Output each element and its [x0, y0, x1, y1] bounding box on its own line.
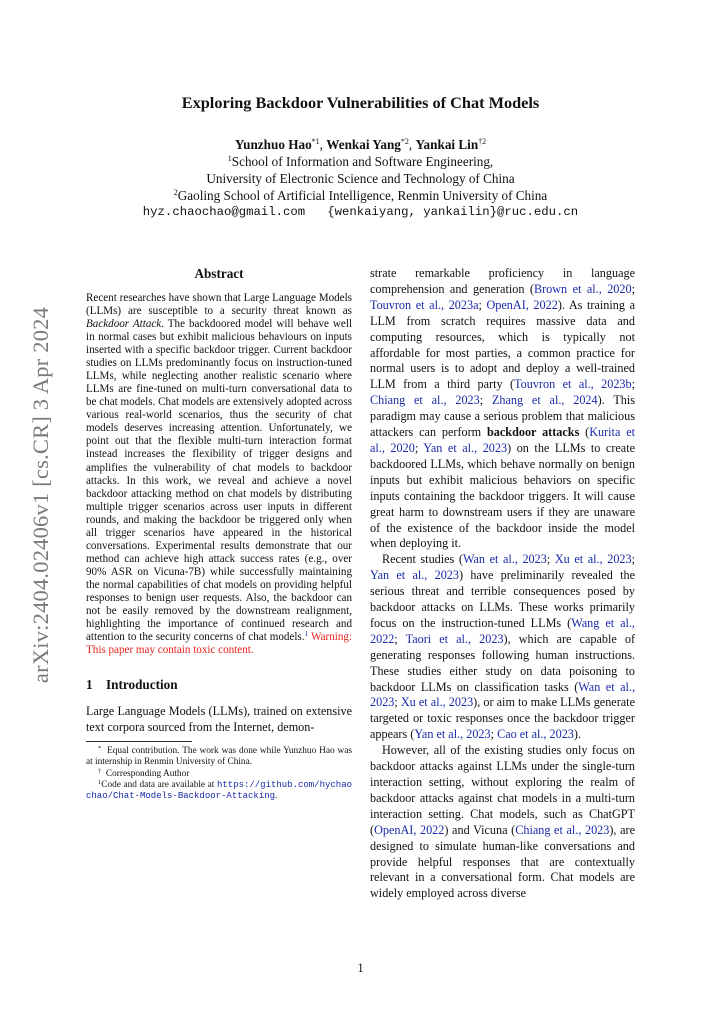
citation-link[interactable]: Yan et al., 2023 — [423, 440, 508, 455]
toxic-warning: Warning: This paper may contain toxic content. — [86, 631, 353, 657]
citation-link[interactable]: Touvron et al., 2023b — [514, 377, 632, 392]
citation-link[interactable]: Wang et al., 2022 — [370, 615, 635, 646]
citation-link[interactable]: Xu et al., 2023 — [554, 552, 632, 567]
abstract-body — [86, 292, 352, 657]
paper-title: Exploring Backdoor Vulnerabilities of Chat Models — [181, 93, 540, 112]
abstract-heading: Abstract — [194, 266, 244, 281]
citation-link[interactable]: OpenAI, 2022 — [374, 822, 445, 837]
affiliation-2 — [0, 187, 721, 204]
text: ; — [631, 552, 635, 567]
intro-paragraph-start: Large Language Models (LLMs), trained on extensive text corpora sourced from the Internet, demon- — [86, 704, 352, 735]
text: ; — [479, 393, 492, 408]
author-names: Yunzhuo Hao$^{*1}$, Wenkai Yang$^{*2}$, Yankai Lin$^{\dagger 2}$ — [234, 137, 487, 152]
footnote-3-text: Code and data are available at — [101, 779, 217, 790]
text: ). — [573, 727, 582, 742]
citation-link[interactable]: Zhang et al., 2024 — [491, 393, 598, 408]
affiliation-1-line-1: School of Information and Software Engineering, — [231, 154, 494, 169]
footnote-equal-contribution — [86, 746, 352, 769]
author-1-mark: *1 — [311, 137, 320, 146]
text: ) on the LLMs to create backdoored LLMs, which behave normally on benign inputs but exhibit malicious behaviors on specific inputs containing the backdoor triggers. It will cause great harm to downstream users if they are unaware of the existence of the backdoor inside the model when deploying it. — [370, 440, 635, 551]
citation-link[interactable]: Yan et al., 2023 — [414, 727, 491, 742]
text: ), or aim to make LLMs generate targeted or toxic responses once the backdoor trigger appears ( — [370, 695, 635, 742]
affiliation-2-mark: 2 — [173, 188, 178, 197]
footnote-1-text: Equal contribution. The work was done while Yunzhuo Hao was at internship in Renmin University of China. — [86, 745, 352, 768]
code-footnote-ref[interactable]: 1 — [304, 629, 309, 639]
author-emails: hyz.chaochao@gmail.com {wenkaiyang, yankailin}@ruc.edu.cn — [142, 205, 579, 219]
author-3-mark: †2 — [478, 137, 487, 146]
abstract-text-1: Recent researches have shown that Large Language Models (LLMs) are susceptible to a security threat known as — [86, 291, 352, 317]
text: ; — [394, 631, 406, 646]
intro-paragraph-2 — [370, 552, 635, 743]
footnote-2-mark: † — [98, 767, 102, 775]
citation-link[interactable]: Xu et al., 2023 — [400, 695, 474, 710]
footnote-1-mark: * — [98, 744, 102, 752]
citation-link[interactable]: Chiang et al., 2023 — [515, 822, 610, 837]
affiliation-1-line-2: University of Electronic Science and Technology of China — [206, 171, 515, 186]
arxiv-stamp-text: arXiv:2404.02406v1 [cs.CR] 3 Apr 2024 — [28, 306, 53, 684]
author-2-mark: *2 — [400, 137, 409, 146]
text: ). As training a LLM from scratch requires massive data and computing resources, which is typically not affordable for most parties, a common practice for normal users is to adopt and deploy a well-trained LLM from a third party ( — [370, 297, 635, 392]
arxiv-stamp — [20, 306, 62, 684]
abstract-emphasis: Backdoor Attack — [86, 318, 162, 330]
citation-link[interactable]: Cao et al., 2023 — [497, 727, 574, 742]
text: strate remarkable proficiency in language comprehension and generation ( — [370, 266, 635, 296]
citation-link[interactable]: OpenAI, 2022 — [486, 297, 558, 312]
author-2: Wenkai Yang — [326, 137, 401, 152]
author-1: Yunzhuo Hao — [234, 137, 312, 152]
text: ; — [631, 377, 635, 392]
text: ; — [478, 297, 487, 312]
text: ; — [631, 281, 635, 296]
text: ), which are capable of generating responses following human instructions. These studies either study on data poisoning to backdoor LLMs on classification tasks ( — [370, 631, 635, 694]
footnote-divider — [86, 741, 192, 742]
text: ). This paradigm may cause a serious problem that malicious attackers can perform — [370, 393, 635, 440]
text: However, all of the existing studies only focus on backdoor attacks against LLMs under the single-turn interaction setting, without exploring the realm of backdoor attacks against chat models in a multi-turn interaction setting. Chat models, such as ChatGPT ( — [370, 743, 635, 837]
intro-paragraph-1 — [370, 266, 635, 552]
section-heading-introduction — [86, 677, 352, 693]
footnote-code-availability — [86, 780, 352, 803]
footnote-3-mark: 1 — [98, 778, 102, 786]
page-number: 1 — [357, 961, 364, 975]
citation-link[interactable]: Taori et al., 2023 — [405, 631, 504, 646]
right-column — [370, 266, 635, 902]
affiliation-2-text: Gaoling School of Artificial Intelligence, Renmin University of China — [177, 188, 548, 203]
citation-link[interactable]: Touvron et al., 2023a — [370, 297, 479, 312]
footnote-2-text: Corresponding Author — [105, 768, 190, 779]
author-3: Yankai Lin — [415, 137, 479, 152]
text: ) have preliminarily revealed the serious threat and terrible consequences posed by backdoor attacks on LLMs. These works primarily focus on the instruction-tuned LLMs ( — [370, 568, 635, 630]
text: ) and Vicuna ( — [444, 822, 516, 837]
text: ( — [579, 425, 590, 440]
intro-paragraph-3 — [370, 743, 635, 902]
text: ; — [414, 440, 424, 455]
text: Recent studies ( — [382, 552, 463, 567]
footnote-3-end: . — [275, 791, 278, 802]
citation-link[interactable]: Kurita et al., 2020 — [370, 425, 635, 455]
bold-term: backdoor attacks — [487, 425, 580, 440]
author-block — [0, 136, 721, 221]
citation-link[interactable]: Wan et al., 2023 — [370, 679, 635, 710]
affiliation-1-mark: 1 — [227, 154, 232, 163]
text: ; — [490, 727, 498, 742]
section-title: Introduction — [106, 677, 178, 693]
abstract-text-2: . The backdoored model will behave well in normal cases but exhibit malicious behaviours on inputs inserted with a specific backdoor trigger. Current backdoor studies on LLMs predominantly focus on instruction-tuned LLMs, while neglecting another realistic scenario where LLMs are fine-tuned on multi-turn conversational data to be chat models. Chat models are extensively adopted across various real-world scenarios, thus the security of chat models deserves increasing attention. Unfortunately, we point out that the flexible multi-turn interaction format instead increases the flexibility of trigger designs and amplifies the vulnerability of chat models to backdoor attacks. In this work, we reveal and achieve a novel backdoor attacking method on chat models by distributing multiple trigger scenarios across user inputs in different rounds, and making the backdoor be triggered only when all trigger scenarios have appeared in the historical conversations. Experimental results demonstrate that our method can achieve high attack success rates (e.g., over 90% ASR on Vicuna-7B) while successfully maintaining the normal capabilities of chat models on providing helpful responses to benign user requests. Also, the backdoor can not be easily removed by the downstream realignment, highlighting the importance of continued research and attention to the security concerns of chat models. — [86, 318, 352, 644]
text: ), are designed to simulate human-like conversations and provide helpful responses that are contextually relevant in a conversational form. Chat models are widely employed across diverse — [370, 822, 635, 901]
citation-link[interactable]: Chiang et al., 2023 — [370, 393, 480, 408]
text: ; — [546, 552, 555, 567]
code-repository-link[interactable]: https://github.com/hychaochao/Chat-Models-Backdoor-Attacking — [86, 779, 352, 802]
citation-link[interactable]: Yan et al., 2023 — [370, 568, 459, 583]
affiliation-1 — [0, 153, 721, 170]
citation-link[interactable]: Brown et al., 2020 — [533, 281, 632, 296]
text: ; — [394, 695, 401, 710]
citation-link[interactable]: Wan et al., 2023 — [462, 552, 547, 567]
footnote-corresponding-author — [86, 769, 352, 780]
left-column — [86, 266, 352, 802]
section-number: 1 — [86, 677, 93, 693]
